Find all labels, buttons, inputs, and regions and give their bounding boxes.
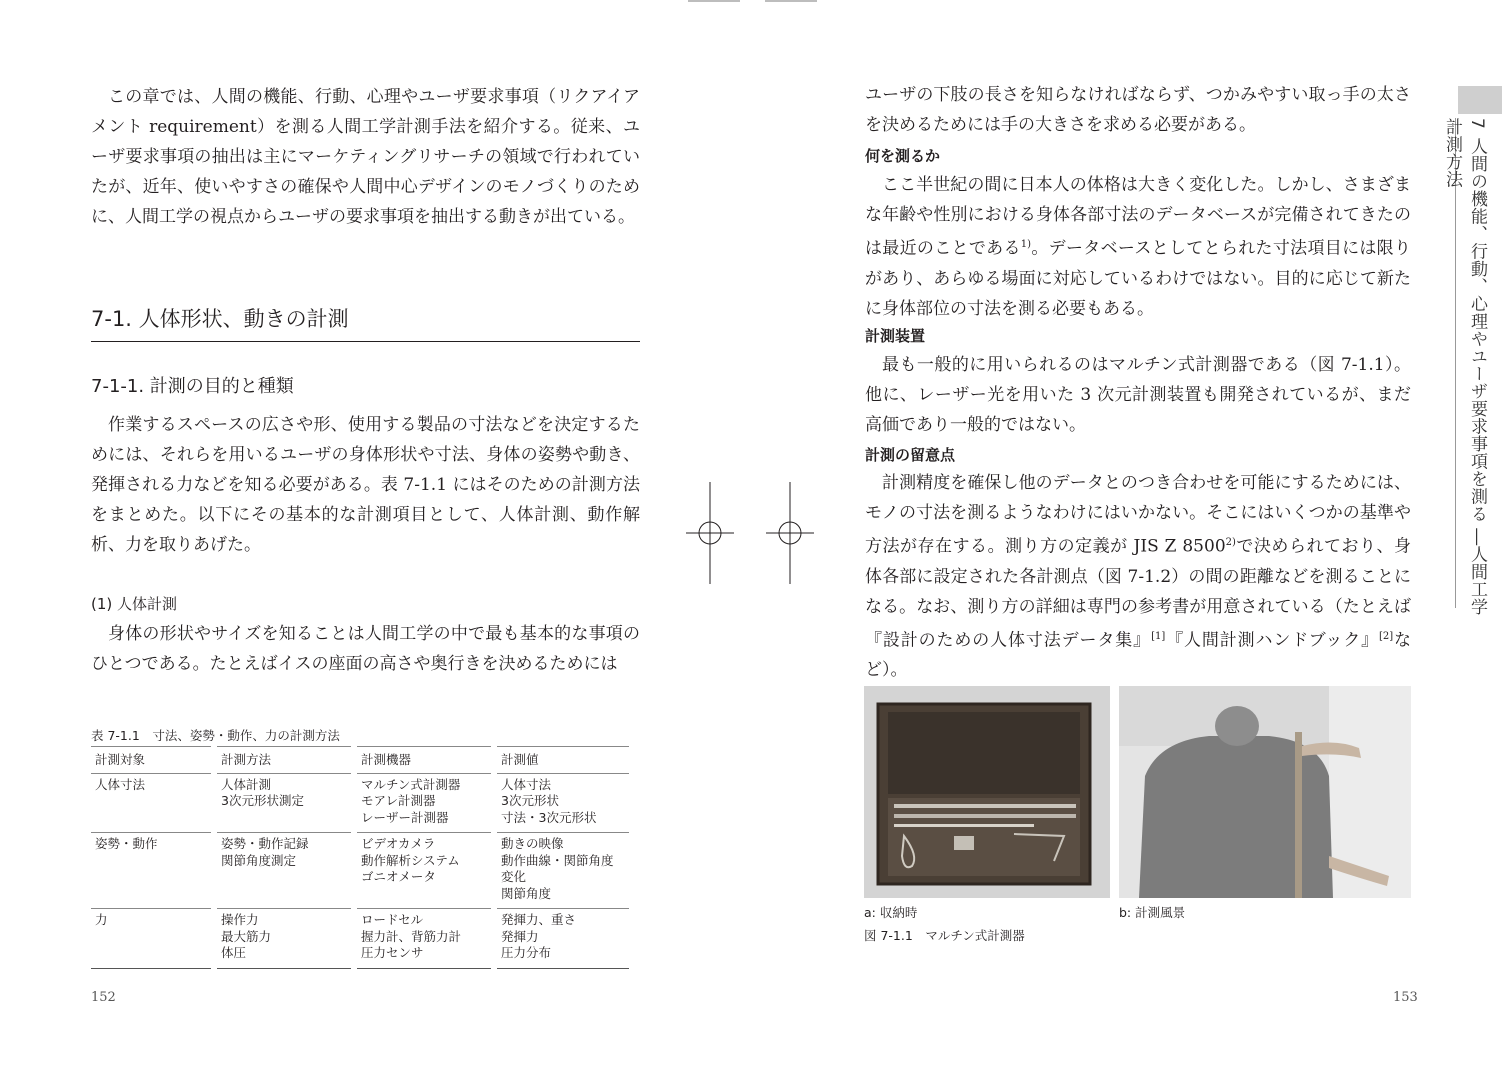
photo-measurement-scene bbox=[1119, 686, 1411, 898]
chapter-tab bbox=[1458, 86, 1502, 114]
chapter-title: 人間の機能、行動、心理やユーザ要求事項を測る ―人間工学計測方法 bbox=[1442, 118, 1487, 616]
text-span: で決められており、身体各部に設定された各計測点（図 7-1.2）の間の距離などを測ることになる。なお、測り方の詳細は専門の参考書が用意されている（たとえば『設計のための人体寸法データ集』 bbox=[865, 536, 1412, 651]
cell-line: 動作解析システム bbox=[361, 852, 460, 868]
table-cell-methods bbox=[217, 774, 351, 834]
registration-mark-left-icon bbox=[686, 482, 734, 584]
text-span: 計測精度を確保し他のデータとのつき合わせを可能にするためには、モノの寸法を測るようなわけにはいかない。そこにはいくつかの基準や方法が存在する。測り方の定義が JIS Z 8500 bbox=[865, 473, 1411, 557]
crop-mark-top-left bbox=[688, 0, 740, 2]
cell-line: 寸法・3次元形状 bbox=[501, 809, 597, 825]
cell-line: ゴニオメータ bbox=[361, 869, 436, 884]
subsection-title: 7-1-1. 計測の目的と種類 bbox=[91, 376, 294, 397]
item-title: (1) 人体計測 bbox=[91, 595, 178, 613]
table-cell-devices bbox=[357, 774, 491, 834]
table-caption: 表 7-1.1 寸法、姿勢・動作、力の計測方法 bbox=[91, 728, 340, 743]
footnote-ref: [1] bbox=[1151, 630, 1166, 642]
cell-line: 握力計、背筋力計 bbox=[361, 928, 462, 944]
text-span: など）。 bbox=[865, 630, 1412, 681]
photo-b-label: b: 計測風景 bbox=[1119, 905, 1186, 920]
table-cell-methods bbox=[217, 909, 351, 969]
table-cell-target: 人体寸法 bbox=[91, 774, 211, 834]
table-cell-target: 姿勢・動作 bbox=[91, 833, 211, 909]
table-row bbox=[91, 909, 629, 969]
cell-line: ロードセル bbox=[361, 912, 424, 927]
table-cell-values bbox=[497, 909, 629, 969]
table-header-cell: 計測方法 bbox=[217, 746, 351, 774]
cell-line: モアレ計測器 bbox=[361, 793, 436, 808]
instrument-case-illustration-icon bbox=[864, 686, 1110, 898]
table-cell-methods bbox=[217, 833, 351, 909]
cell-line: 動きの映像 bbox=[501, 836, 564, 851]
device-body: 最も一般的に用いられるのはマルチン式計測器である（図 7-1.1）。他に、レーザー光を用いた 3 次元計測装置も開発されているが、まだ高価であり一般的ではない。 bbox=[865, 355, 1411, 435]
table-cell-devices bbox=[357, 909, 491, 969]
subsection-body: 作業するスペースの広さや形、使用する製品の寸法などを決定するためには、それらを用いるユーザの身体形状や寸法、身体の姿勢や動き、発揮される力などを知る必要がある。表 7-1.1 にはそのための計測方法をまとめた。以下にその基本的な計測項目として、人体計測、動作解析、力を取りあげた。 bbox=[91, 415, 640, 555]
figure-caption: 図 7-1.1 マルチン式計測器 bbox=[864, 928, 1025, 943]
footnote-ref: [2] bbox=[1378, 630, 1394, 642]
table-cell-target: 力 bbox=[91, 909, 211, 969]
registration-mark-right-icon bbox=[766, 482, 814, 584]
section-title: 7-1. 人体形状、動きの計測 bbox=[91, 303, 640, 342]
cell-line: マルチン式計測器 bbox=[361, 776, 461, 792]
text-span: 。データベースとしてとられた寸法項目には限りがあり、あらゆる場面に対応しているわけではない。目的に応じて新たに身体部位の寸法を測る必要もある。 bbox=[865, 238, 1411, 319]
what-to-measure-heading: 何を測るか bbox=[865, 147, 941, 165]
table-header-cell: 計測対象 bbox=[91, 746, 211, 774]
cell-line: 動作曲線・関節角度変化 bbox=[501, 852, 614, 884]
cell-line: 3次元形状測定 bbox=[221, 793, 304, 808]
table-cell-devices bbox=[357, 833, 491, 909]
table-header-row bbox=[91, 746, 629, 774]
cell-line: 発揮力、重さ bbox=[501, 912, 577, 927]
intro-paragraph: この章では、人間の機能、行動、心理やユーザ要求事項（リクアイアメント requirement）を測る人間工学計測手法を紹介する。従来、ユーザ要求事項の抽出は主にマーケティングリサーチの領域で行われていたが、近年、使いやすさの確保や人間中心デザインのモノづくりのために、人間工学の視点からユーザの要求事項を抽出する動きが出ている。 bbox=[91, 87, 640, 227]
cell-line: レーザー計測器 bbox=[361, 809, 449, 825]
text-span: 『人間計測ハンドブック』 bbox=[1165, 630, 1379, 651]
table-header-cell: 計測値 bbox=[497, 746, 629, 774]
continuation-paragraph: ユーザの下肢の長さを知らなければならず、つかみやすい取っ手の太さを決めるためには手の大きさを求める必要がある。 bbox=[865, 85, 1411, 135]
page-number-left: 152 bbox=[91, 990, 116, 1005]
item-body: 身体の形状やサイズを知ることは人間工学の中で最も基本的な事項のひとつである。たとえばイスの座面の高さや奥行きを決めるためには bbox=[91, 624, 640, 674]
notes-heading: 計測の留意点 bbox=[865, 446, 956, 464]
notes-body bbox=[865, 468, 1411, 685]
cell-line: 関節角度測定 bbox=[221, 852, 297, 868]
cell-line: 体圧 bbox=[221, 945, 247, 960]
cell-line: 最大筋力 bbox=[221, 928, 272, 944]
cell-line: 圧力分布 bbox=[501, 945, 552, 960]
measurement-table bbox=[85, 746, 635, 969]
what-to-measure-body bbox=[865, 170, 1411, 324]
table-row bbox=[91, 833, 629, 909]
cell-line: 人体計測 bbox=[221, 776, 272, 792]
footnote-ref: 1) bbox=[1020, 239, 1032, 250]
table-cell-values bbox=[497, 774, 629, 834]
table-cell-values bbox=[497, 833, 629, 909]
photo-a-label: a: 収納時 bbox=[864, 905, 918, 920]
cell-line: 3次元形状 bbox=[501, 793, 559, 808]
table-row bbox=[91, 774, 629, 834]
footnote-ref: 2) bbox=[1225, 537, 1236, 548]
registration-marks bbox=[684, 482, 824, 584]
chapter-number: 7 bbox=[1467, 118, 1487, 130]
table-header-cell: 計測機器 bbox=[357, 746, 491, 774]
page-number-right: 153 bbox=[1393, 990, 1418, 1005]
cell-line: 関節角度 bbox=[501, 885, 552, 901]
cell-line: 操作力 bbox=[221, 912, 259, 927]
cell-line: ビデオカメラ bbox=[361, 836, 436, 851]
chapter-tab-rule bbox=[1455, 118, 1456, 608]
crop-mark-top-right bbox=[765, 0, 817, 2]
cell-line: 姿勢・動作記録 bbox=[221, 836, 309, 851]
cell-line: 圧力センサ bbox=[361, 945, 424, 960]
measurement-scene-illustration-icon bbox=[1119, 686, 1411, 898]
cell-line: 発揮力 bbox=[501, 928, 539, 944]
text-span: ここ半世紀の間に日本人の体格は大きく変化した。しかし、さまざまな年齢や性別における身体各部寸法のデータベースが完備されてきたのは最近のことである bbox=[865, 175, 1411, 259]
device-heading: 計測装置 bbox=[865, 327, 926, 345]
chapter-running-head bbox=[1442, 118, 1490, 618]
photo-martin-instrument-case bbox=[864, 686, 1110, 898]
cell-line: 人体寸法 bbox=[501, 776, 552, 792]
